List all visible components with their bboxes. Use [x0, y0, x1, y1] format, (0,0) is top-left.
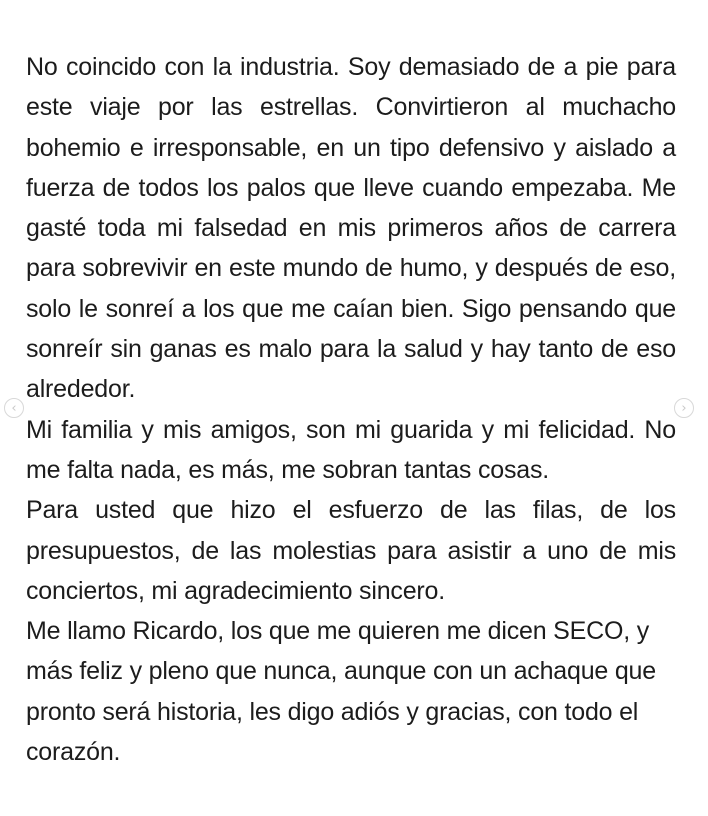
post-text [26, 47, 676, 772]
previous-slide-button[interactable] [4, 398, 24, 418]
paragraph-familia: Mi familia y mis amigos, son mi guarida y mi felicidad. No me falta nada, es más, me sobran tantas cosas. [26, 415, 676, 484]
chevron-right-icon: › [681, 401, 687, 416]
next-slide-button[interactable] [674, 398, 694, 418]
paragraph-industria: No coincido con la industria. Soy demasiado de a pie para este viaje por las estrellas. Convirtieron al muchacho bohemio e irresponsable, en un tipo defensivo y aislado a fuerza de todos los palos que lleve cuando empezaba. Me gasté toda mi falsedad en mis primeros años de carrera para sobrevivir en este mundo de humo, y después de eso, solo le sonreí a los que me caían bien. Sigo pensando que sonreír sin ganas es malo para la salud y hay tanto de eso alrededor. [26, 53, 676, 404]
paragraph-agradecimiento: Para usted que hizo el esfuerzo de las filas, de los presupuestos, de las molestias para asistir a uno de mis conciertos, mi agradecimiento sincero. [26, 496, 676, 605]
paragraph-despedida: Me llamo Ricardo, los que me quieren me dicen SECO, y más feliz y pleno que nunca, aunque con un achaque que pronto será historia, les digo adiós y gracias, con todo el corazón. [26, 617, 656, 767]
chevron-left-icon: ‹ [11, 401, 17, 416]
